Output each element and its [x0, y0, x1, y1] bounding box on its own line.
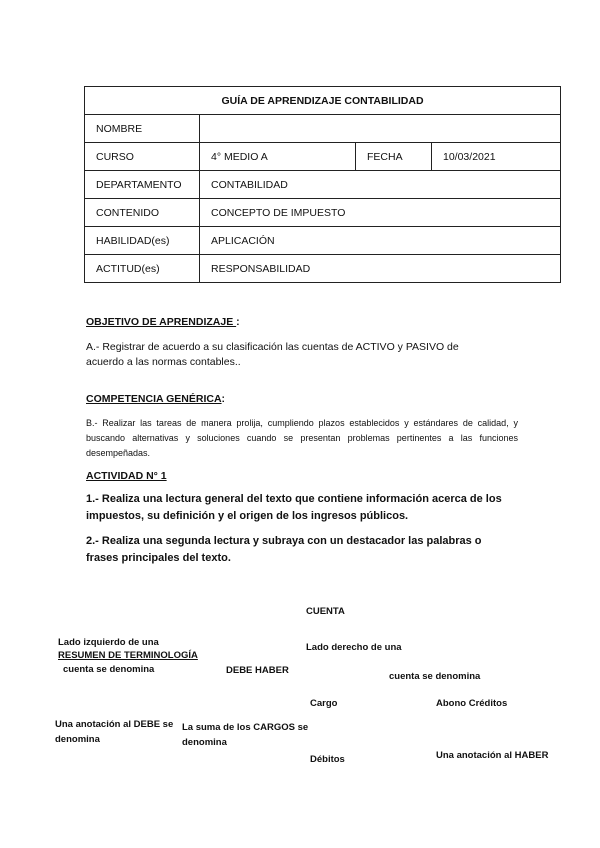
- info-table: [84, 86, 561, 283]
- table-row: [85, 115, 561, 143]
- resumen-terminologia-heading: RESUMEN DE TERMINOLOGÍA: [58, 650, 198, 661]
- term-debe-haber: DEBE HABER: [226, 665, 289, 676]
- objetivo-colon: :: [236, 316, 240, 328]
- contenido-value: CONCEPTO DE IMPUESTO: [200, 199, 561, 227]
- term-abono: Abono Créditos: [436, 698, 508, 709]
- actividad-item-2: 2.- Realiza una segunda lectura y subraya con un destacador las palabras o frases principales del texto.: [86, 535, 482, 564]
- competencia-heading: COMPETENCIA GENÉRICA: [86, 393, 222, 405]
- objetivo-line-2: acuerdo a las normas contables..: [86, 356, 241, 368]
- departamento-value: CONTABILIDAD: [200, 171, 561, 199]
- table-row: [85, 255, 561, 283]
- table-title-row: [85, 87, 561, 115]
- term-izq-line2: cuenta se denomina: [63, 664, 155, 675]
- table-row: [85, 199, 561, 227]
- table-row: [85, 227, 561, 255]
- actitud-label: ACTITUD(es): [85, 255, 200, 283]
- term-der-line1: Lado derecho de una: [306, 642, 402, 653]
- departamento-label: DEPARTAMENTO: [85, 171, 200, 199]
- fecha-value: 10/03/2021: [432, 143, 561, 171]
- term-suma-1: La suma de los CARGOS se: [182, 722, 309, 733]
- objetivo-line-1: A.- Registrar de acuerdo a su clasificación las cuentas de ACTIVO y PASIVO de: [86, 341, 459, 353]
- table-row: [85, 143, 561, 171]
- nombre-value: [200, 115, 561, 143]
- actividad-heading: ACTIVIDAD N° 1: [86, 470, 167, 482]
- competencia-text: B.- Realizar las tareas de manera prolija, cumpliendo plazos establecidos y estándares de calidad, y buscando alternativas y soluciones cuando se presentan problemas pertinentes a las funciones desempeñadas.: [86, 418, 518, 458]
- habilidad-value: APLICACIÓN: [200, 227, 561, 255]
- curso-value: 4° MEDIO A: [200, 143, 356, 171]
- objetivo-heading-line: [86, 316, 240, 328]
- contenido-label: CONTENIDO: [85, 199, 200, 227]
- table-title: GUÍA DE APRENDIZAJE CONTABILIDAD: [85, 87, 561, 115]
- curso-label: CURSO: [85, 143, 200, 171]
- term-anot-debe-1: Una anotación al DEBE se: [55, 719, 174, 730]
- term-suma-2: denomina: [182, 737, 227, 748]
- competencia-heading-line: [86, 393, 225, 405]
- actividad-item-1: 1.- Realiza una lectura general del texto que contiene información acerca de los impuestos, su definición y el origen de los ingresos públicos.: [86, 493, 502, 522]
- objetivo-heading: OBJETIVO DE APRENDIZAJE: [86, 316, 237, 328]
- competencia-colon: :: [221, 393, 226, 405]
- table-row: [85, 171, 561, 199]
- nombre-label: NOMBRE: [85, 115, 200, 143]
- term-anot-debe-2: denomina: [55, 734, 100, 745]
- habilidad-label: HABILIDAD(es): [85, 227, 200, 255]
- term-anot-haber: Una anotación al HABER: [436, 750, 549, 761]
- term-der-line2: cuenta se denomina: [389, 671, 481, 682]
- term-cargo: Cargo: [310, 698, 338, 709]
- term-debitos: Débitos: [310, 754, 345, 765]
- actitud-value: RESPONSABILIDAD: [200, 255, 561, 283]
- term-izq-line1: Lado izquierdo de una: [58, 637, 159, 648]
- term-cuenta: CUENTA: [306, 606, 345, 617]
- fecha-label: FECHA: [356, 143, 432, 171]
